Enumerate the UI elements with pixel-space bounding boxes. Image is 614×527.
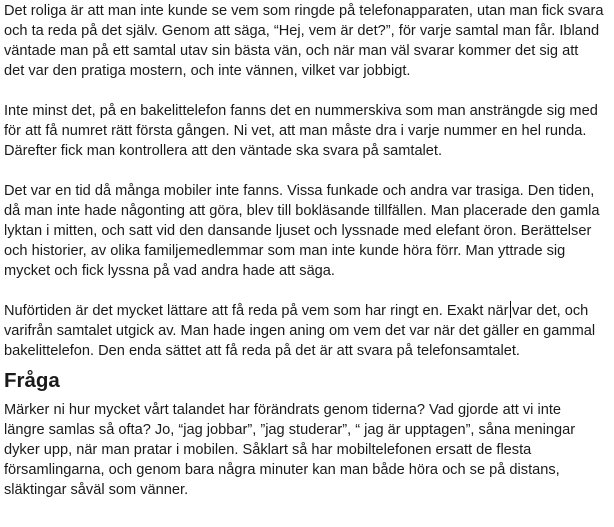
text-line: lyktan i mitten, och satt vid den dansande ljuset och lyssnade med elefant öron. Berättelser xyxy=(4,223,592,239)
text-line: dyker upp, när man pratar i mobilen. Såklart så har mobiltelefonen ersatt de flesta xyxy=(4,442,532,458)
paragraph-2 xyxy=(4,101,606,161)
paragraph-gap xyxy=(4,161,606,181)
text-line: då man inte hade någonting att göra, blev till bokläsande tillfällen. Man placerade den gamla xyxy=(4,203,600,219)
text-line: längre samlas så ofta? Jo, “jag jobbar”, ”jag studerar”, “ jag är upptagen”, såna meningar xyxy=(4,422,576,438)
paragraph-3 xyxy=(4,181,606,281)
text-line: varifrån samtalet utgick av. Man hade ingen aning om vem det var när det gäller en gammal xyxy=(4,323,596,339)
text-line: släktingar såväl som vänner. xyxy=(4,482,189,498)
text-line: Det roliga är att man inte kunde se vem som ringde på telefonapparaten, utan man fick svara xyxy=(4,3,604,19)
text-line-with-caret xyxy=(4,301,606,321)
text-line: väntade man på ett samtal utav sin bästa vän, och när man väl svarar kommer det sig att xyxy=(4,43,579,59)
text-line: Därefter fick man kontrollera att den väntade ska svara på samtalet. xyxy=(4,143,443,159)
text-line: Inte minst det, på en bakelittelefon fanns det en nummerskiva som man ansträngde sig med xyxy=(4,103,598,119)
paragraph-gap xyxy=(4,81,606,101)
text-line: och historier, av olika familjemedlemmar som man inte kunde höra förr. Man yttrade sig xyxy=(4,243,566,259)
paragraph-1 xyxy=(4,1,606,81)
text-line: mycket och fick lyssna på vad andra hade att säga. xyxy=(4,263,335,279)
paragraph-4 xyxy=(4,301,606,361)
paragraph-gap xyxy=(4,281,606,301)
text-line: Märker ni hur mycket vårt talandet har förändrats genom tiderna? Vad gjorde att vi inte xyxy=(4,402,562,418)
text-before-caret: Nuförtiden är det mycket lättare att få reda på vem som har ringt en. Exakt när xyxy=(4,303,509,319)
text-line: det var den pratiga mostern, och inte vännen, vilket var jobbigt. xyxy=(4,63,411,79)
question-paragraph xyxy=(4,400,606,500)
text-line: och ta reda på det själv. Genom att säga, “Hej, vem är det?”, för varje samtal man får. Ibland xyxy=(4,23,600,39)
text-line: församlingarna, och genom bara några minuter kan man både höra och se på distans, xyxy=(4,462,560,478)
text-line: Det var en tid då många mobiler inte fanns. Vissa funkade och andra var trasiga. Den tiden, xyxy=(4,183,595,199)
section-heading: Fråga xyxy=(4,369,60,392)
text-cursor xyxy=(510,301,512,318)
document-body[interactable] xyxy=(4,1,606,500)
text-line: för att få numret rätt första gången. Ni vet, att man måste dra i varje nummer en hel runda. xyxy=(4,123,587,139)
text-after-caret: var det, och xyxy=(512,303,589,319)
text-line: bakelittelefon. Den enda sättet att få reda på det är att svara på telefonsamtalet. xyxy=(4,343,520,359)
